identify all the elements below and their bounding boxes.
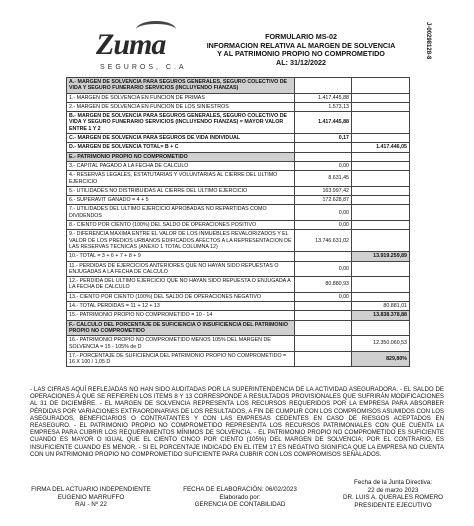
row-value: 13.746.631,02 (295, 230, 352, 252)
row-total (352, 186, 410, 195)
row-value: 80.880,93 (295, 277, 352, 293)
row-label: 9.- DIFERENCIA MAXIMA ENTRE EL VALOR DE LOS INMUEBLES REVALORIZADOS Y EL VALOR DE LOS PREDIOS URBANOS EDIFICADOS AFECTOS A LA REPRESENTACION DE LAS RESERVAS TECNICAS (ANEXO 1 TOTAL COLUMNA 12) (67, 230, 295, 252)
row-label: E.- PATRIMONIO PROPIO NO COMPROMETIDO (67, 152, 295, 161)
row-value: 163.997,42 (295, 186, 352, 195)
board-signature-block (318, 479, 468, 509)
registry-code: J-00298128-8 (425, 22, 431, 60)
row-total (352, 161, 410, 170)
row-total (352, 230, 410, 252)
row-label: 8.- CIENTO POR CIENTO (100%) DEL SALDO DE OPERACIONES POSITIVO (67, 221, 295, 230)
row-total (352, 152, 410, 161)
table-row (67, 230, 410, 252)
row-value: 0,00 (295, 292, 352, 301)
table-row (67, 134, 410, 143)
row-total: 1.417.446,05 (352, 143, 410, 152)
logo-subtitle: SEGUROS, C.A (100, 64, 187, 71)
table-row (67, 143, 410, 152)
table-row (67, 161, 410, 170)
table-row (67, 320, 410, 336)
row-value: 8.631,45 (295, 171, 352, 187)
row-value (295, 336, 352, 352)
row-label: B.- MARGEN DE SOLVENCIA PARA SEGUROS GENERALES, SEGURO COLECTIVO DE VIDA Y SEGURO FUNERARIO SERVICIOS (INCLUYENDO FIANZAS) = MAYOR VALOR ENTRE 1 Y 2 (67, 112, 295, 134)
form-header (178, 33, 424, 67)
row-label: 5.- UTILIDADES NO DISTRIBUIDAS AL CIERRE DEL ULTIMO EJERCICIO (67, 186, 295, 195)
row-value: 0,00 (295, 261, 352, 277)
table-row (67, 252, 410, 261)
row-label: 3.- CAPITAL PAGADO A LA FECHA DE CALCULO (67, 161, 295, 170)
president-title: PRESIDENTE EJECUTIVO (354, 501, 432, 509)
row-total: 13.838.378,88 (352, 311, 410, 320)
table-row (67, 302, 410, 311)
row-value: 1.417.445,88 (295, 112, 352, 134)
board-date: 22 de marzo 2023 (367, 486, 419, 494)
row-label: 13.- CIENTO POR CIENTO (100%) DEL SALDO DE OPERACIONES NEGATIVO (67, 292, 295, 301)
table-row (67, 336, 410, 352)
row-total (352, 134, 410, 143)
row-value: 1.417.445,88 (295, 93, 352, 102)
row-total (352, 196, 410, 205)
footnotes: - LAS CIFRAS AQUÍ REFLEJADAS NO HAN SIDO AUDITADAS POR LA SUPERINTENDENCIA DE LA ACTIVIDAD ASEGURADORA. - EL SALDO DE OPERACIONES A QUE SE REFIEREN LOS ITEMS 8 Y 13 CORRESPONDE A RESULTADOS PROVISIONALES QUE SUFRIRÁN MODIFICACIONES AL 31 DE DICIEMBRE. - EL MARGEN DE SOLVENCIA REPRESENTA LOS RECURSOS REQUERIDOS POR LA EMPRESA PARA ABSORBER PÉRDIDAS POR VARIACIONES EXTRAORDINARIAS DE LOS RESULTADOS, A FIN DE CUMPLIR CON LOS COMPROMISOS ASUMIDOS CON LOS ASEGURADOS, BENEFICIARIOS O CONTRATANTES Y CON LAS EMPRESAS CEDENTES EN CASO DE RIESGOS ACEPTADOS EN REASEGURO. - EL PATRIMONIO PROPIO NO COMPROMETIDO REPRESENTA LOS RECURSOS PATRIMONIALES CON QUE CUENTA LA EMPRESA PARA CUBRIR LOS REQUERIMIENTOS MÍNIMOS DE SOLVENCIA. - EL PATRIMONIO PROPIO NO COMPROMETIDO ES SUFICIENTE CUANDO ES MAYOR O IGUAL QUE EL CIENTO CINCO POR CIENTO (105%) DEL MARGEN DE SOLVENCIA; POR EL CONTRARIO, ES INSUFICIENTE CUANDO ES MENOR. - SI EL PORCENTAJE INDICADO EN EL ITEM 17 ES NEGATIVO SIGNIFICA QUE LA EMPRESA NO CUENTA CON UN PATRIMONIO PROPIO NO COMPROMETIDO SUFICIENTE PARA CUBRIR CON LOS COMPROMISOS SEÑALADOS. (30, 386, 444, 458)
prepared-by-dept: GERENCIA DE CONTABILIDAD (194, 501, 286, 509)
board-date-label: Fecha de la Junta Directiva: (353, 479, 433, 486)
row-value: 1.573,13 (295, 102, 352, 111)
table-row (67, 261, 410, 277)
row-label: 15.- PATRIMONIO PROPIO NO COMPROMETIDO = 10 - 14 (67, 311, 295, 320)
table-row (67, 171, 410, 187)
president-name: DR. LUIS A. QUERALES ROMERO (342, 494, 444, 502)
row-total (352, 171, 410, 187)
row-label: 14.- TOTAL PERDIDAS = 11 + 12 + 13 (67, 302, 295, 311)
table-row (67, 311, 410, 320)
row-value (295, 302, 352, 311)
form-date: AL: 31/12/2022 (276, 57, 326, 67)
row-total (352, 102, 410, 111)
table-row (67, 78, 410, 94)
table-row (67, 93, 410, 102)
table-row (67, 196, 410, 205)
row-value (295, 311, 352, 320)
row-label: 16.- PATRIMONIO PROPIO NO COMPROMETIDO MENOS 105% DEL MARGEN DE SOLVENCIA = 15 - 105% de D (67, 336, 295, 352)
prepared-by-label: Elaborado por: (219, 493, 261, 501)
row-value (295, 320, 352, 336)
solvency-table (66, 77, 410, 367)
preparation-block (170, 486, 310, 509)
row-value: 172.628,87 (295, 196, 352, 205)
table-row (67, 152, 410, 161)
row-total (352, 112, 410, 134)
row-label: F.- CALCULO DEL PORCENTAJE DE SUFICIENCIA O INSUFICIENCIA DEL PATRIMONIO PROPIO NO COMPROMETIDO (67, 320, 295, 336)
table-row (67, 102, 410, 111)
row-total (352, 320, 410, 336)
row-total: 13.919.259,89 (352, 252, 410, 261)
row-label: 12.- PERDIDA DEL ULTIMO EJERCICIO QUE NO HAYAN SIDO REPUESTA O ENJUGADA A LA FECHA DE CALCULO (67, 277, 295, 293)
row-value (295, 351, 352, 367)
row-value: 0,00 (295, 221, 352, 230)
row-label: 10.- TOTAL = 3 + 6 + 7 + 8 + 9 (67, 252, 295, 261)
row-total (352, 221, 410, 230)
row-value: 0,17 (295, 134, 352, 143)
form-code: FORMULARIO MS-02 (265, 32, 337, 41)
row-label: 11.- PERDIDAS DE EJERCICIOS ANTERIORES QUE NO HAYAN SIDO REPUESTAS O ENJUGADAS A LA FECHA DE CALCULO (67, 261, 295, 277)
row-total (352, 205, 410, 221)
row-total (352, 277, 410, 293)
table-row (67, 221, 410, 230)
row-value: 0,00 (295, 161, 352, 170)
preparation-date: FECHA DE ELABORACIÓN: 06/02/2023 (183, 486, 297, 493)
row-label: C.- MARGEN DE SOLVENCIA PARA SEGUROS DE VIDA INDIVIDUAL (67, 134, 295, 143)
row-total: 829,80% (352, 351, 410, 367)
table-row (67, 112, 410, 134)
row-label: 7.- UTILIDADES DEL ULTIMO EJERCICIO APROBADAS NO REPARTIDAS COMO DIVIDENDOS (67, 205, 295, 221)
row-value (295, 252, 352, 261)
row-total: 80.881,01 (352, 302, 410, 311)
table-row (67, 277, 410, 293)
row-value (295, 78, 352, 94)
row-label: A.- MARGEN DE SOLVENCIA PARA SEGUROS GENERALES, SEGURO COLECTIVO DE VIDA Y SEGURO FUNERARIO SERVICIOS (INCLUYENDO FIANZAS) (67, 78, 295, 94)
row-value: 0,00 (295, 205, 352, 221)
row-label: 6.- SUPERAVIT GANADO = 4 + 5 (67, 196, 295, 205)
row-total: 12.350.060,53 (352, 336, 410, 352)
row-value (295, 152, 352, 161)
row-label: 4.- RESERVAS LEGALES, ESTATUTARIAS Y VOLUNTARIAS AL CIERRE DEL ULTIMO EJERCICIO (67, 171, 295, 187)
actuary-name: EUGENIO MARRUFFO (57, 493, 125, 501)
row-label: 2.- MARGEN DE SOLVENCIA EN FUNCION DE LOS SINIESTROS (67, 102, 295, 111)
row-total (352, 93, 410, 102)
actuary-signature-block (22, 486, 160, 509)
form-title-line-2: Y AL PATRIMONIO PROPIO NO COMPROMETIDO (217, 49, 385, 59)
row-total (352, 78, 410, 94)
row-label: 1.- MARGEN DE SOLVENCIA EN FUNCION DE PRIMAS (67, 93, 295, 102)
logo-arc (136, 21, 176, 38)
form-title-line-1: INFORMACION RELATIVA AL MARGEN DE SOLVENCIA (206, 40, 396, 50)
row-total (352, 292, 410, 301)
row-total (352, 261, 410, 277)
actuary-title: FIRMA DEL ACTUARIO INDEPENDIENTE (31, 486, 151, 493)
logo-wordmark: Zuma (96, 28, 166, 61)
row-label: 17.- PORCENTAJE DE SUFICIENCIA DEL PATRIMONIO PROPIO NO COMPROMETIDO = 16 X 100 / 1,05 D (67, 351, 295, 367)
table-row (67, 351, 410, 367)
table-row (67, 186, 410, 195)
actuary-registry: RAI - Nº 22 (75, 501, 107, 509)
table-row (67, 205, 410, 221)
row-label: D.- MARGEN DE SOLVENCIA TOTAL= B + C (67, 143, 295, 152)
table-row (67, 292, 410, 301)
row-value (295, 143, 352, 152)
